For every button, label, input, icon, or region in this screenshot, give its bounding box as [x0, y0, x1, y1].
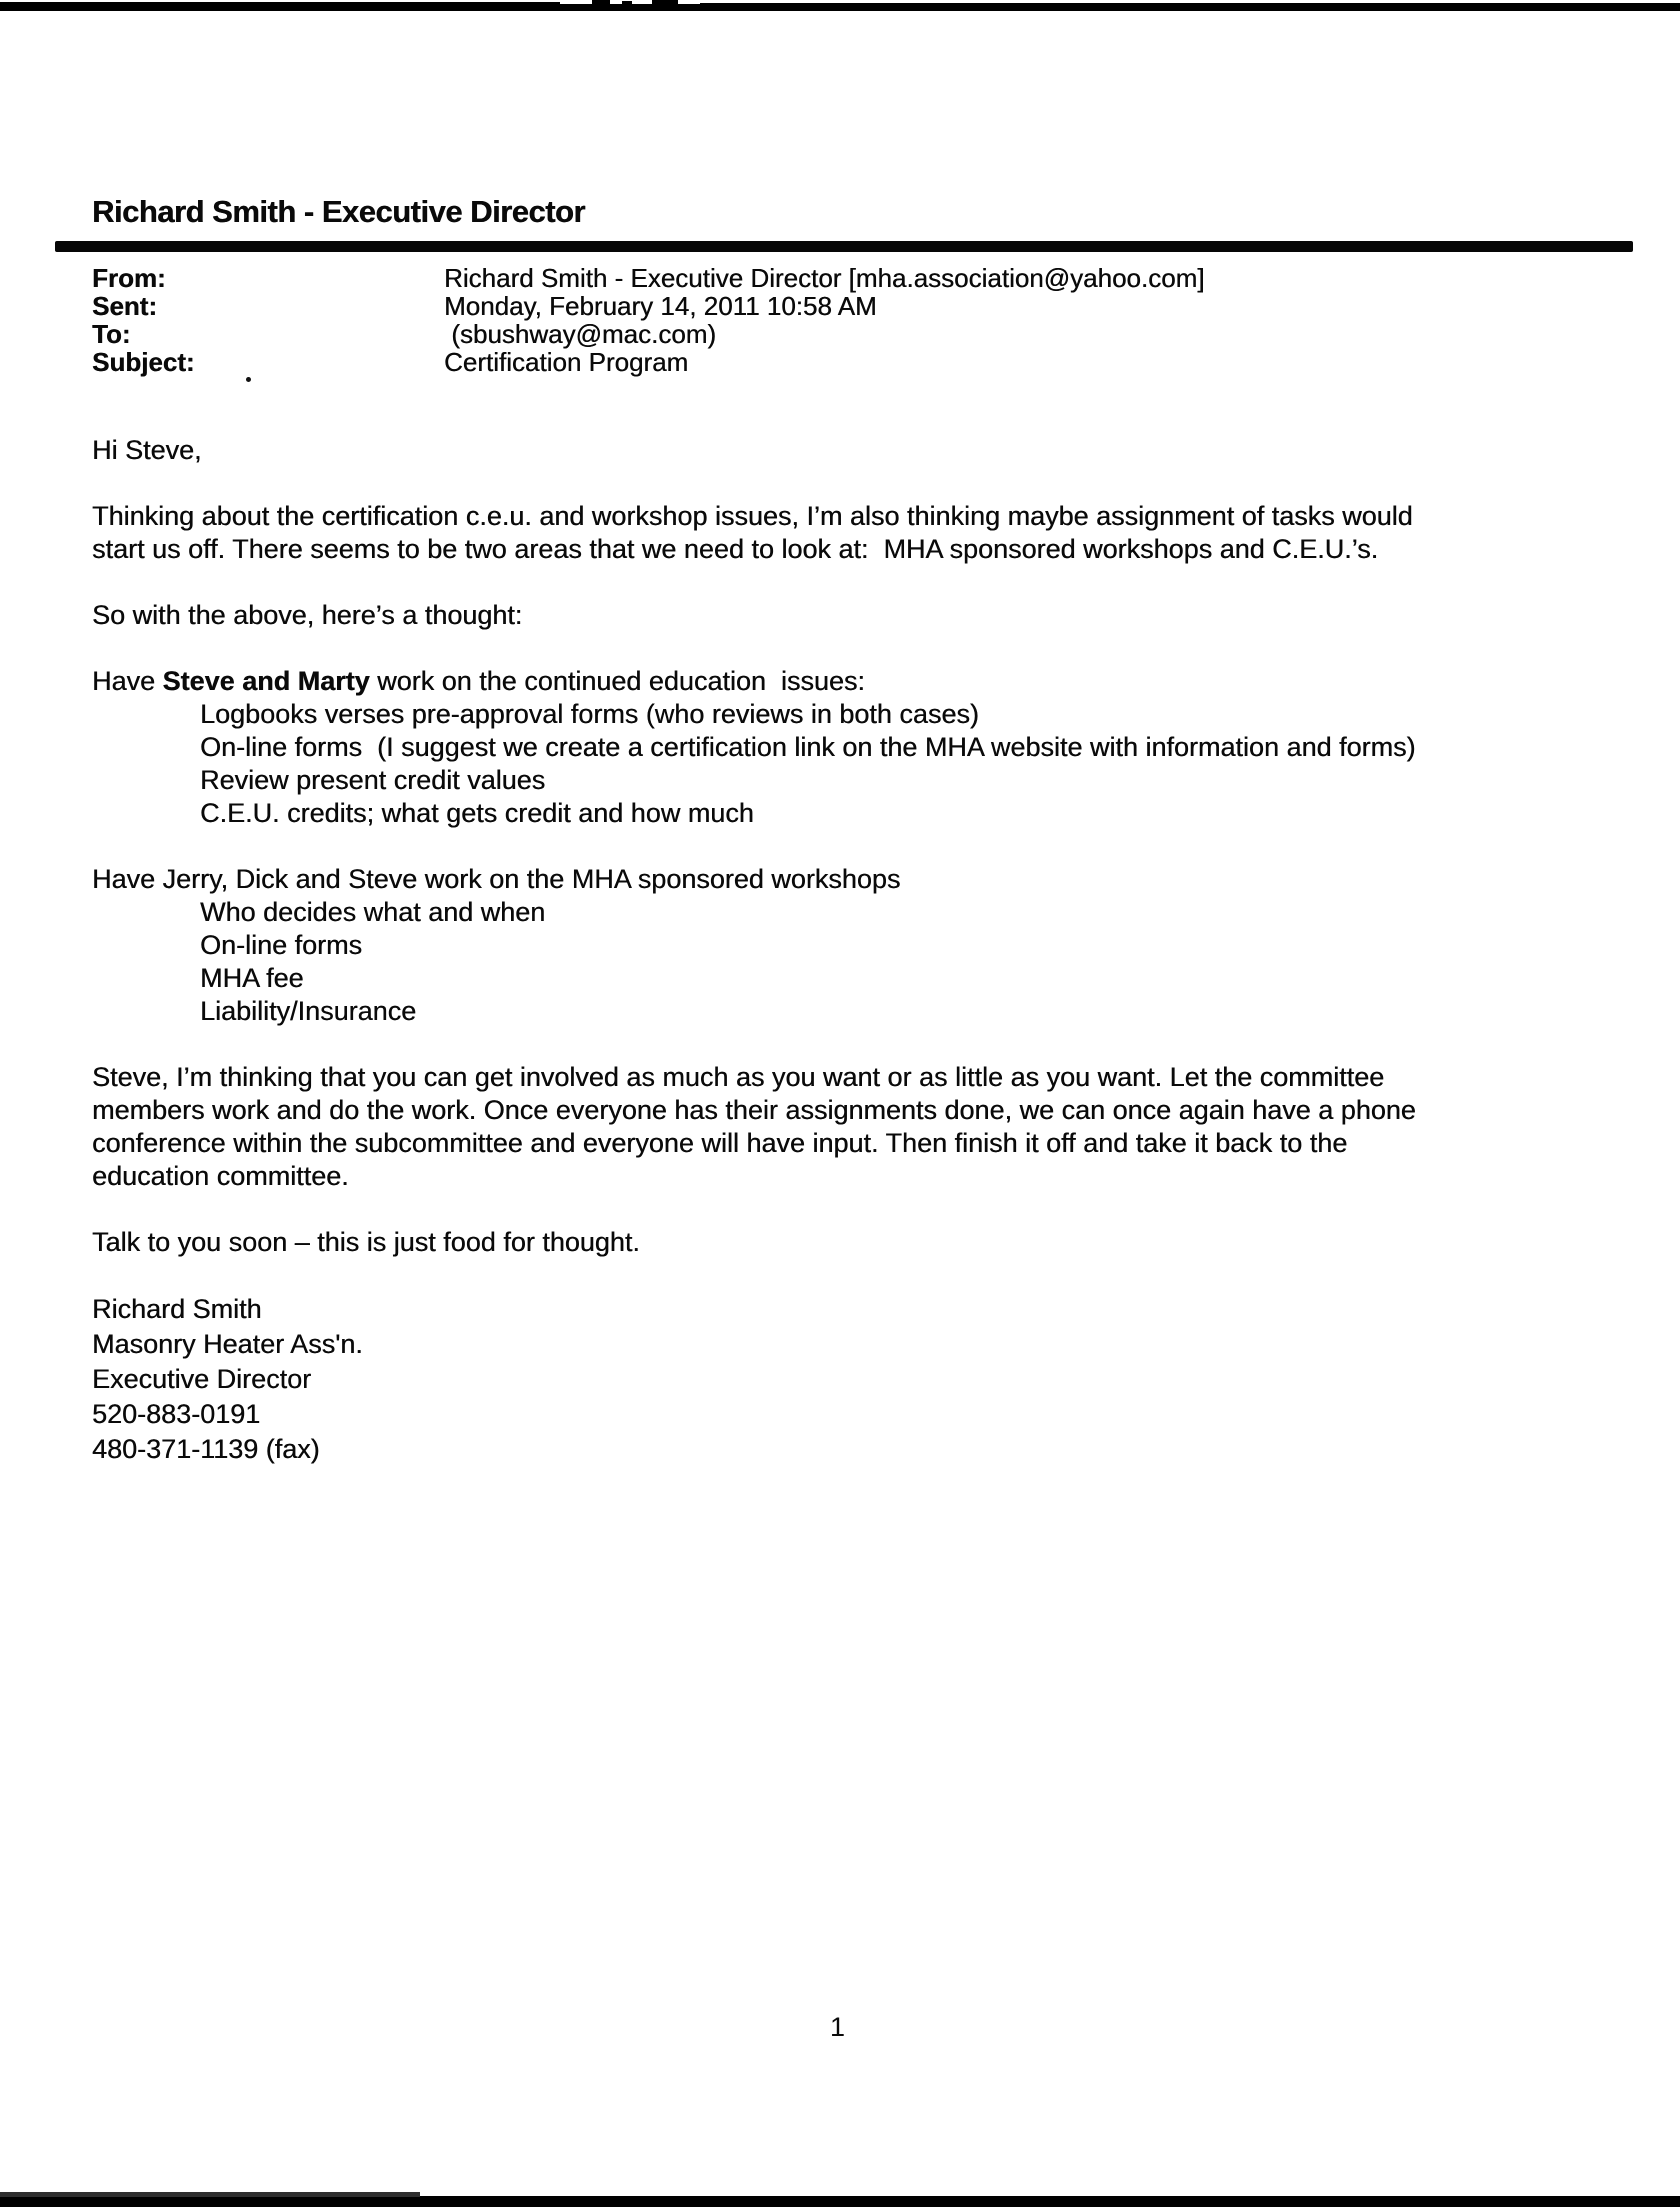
- assignment-continued-education: [92, 665, 1612, 830]
- signature-fax: 480-371-1139 (fax): [92, 1434, 320, 1464]
- list-item: Who decides what and when: [200, 897, 546, 927]
- meta-label-subject: Subject:: [92, 347, 195, 377]
- text-line: start us off. There seems to be two areas that we need to look at: MHA sponsored workshops and C.E.U.’s.: [92, 534, 1379, 564]
- meta-value-sent: Monday, February 14, 2011 10:58 AM: [444, 291, 877, 321]
- email-meta-block: [92, 264, 1204, 376]
- signature-block: [92, 1292, 1612, 1467]
- intro-post: work on the continued education issues:: [369, 666, 865, 696]
- assignment-workshops: [92, 863, 1612, 1028]
- title-rule: [55, 241, 1633, 252]
- scan-artifact-bottom-bar: [0, 2196, 1680, 2207]
- list-item: On-line forms: [200, 930, 363, 960]
- meta-label-from: From:: [92, 263, 166, 293]
- scan-artifact-top-bar-left: [0, 2, 560, 8]
- page-title: Richard Smith - Executive Director: [92, 194, 585, 229]
- text-line: Talk to you soon – this is just food for thought.: [92, 1227, 640, 1257]
- intro-bold-names: Steve and Marty: [162, 666, 370, 696]
- greeting: [92, 434, 1612, 467]
- list-item: On-line forms (I suggest we create a certification link on the MHA website with information and forms): [200, 732, 1416, 762]
- list-item: MHA fee: [200, 963, 304, 993]
- text-line: Thinking about the certification c.e.u. and workshop issues, I’m also thinking maybe assignment of tasks would: [92, 501, 1413, 531]
- paragraph-thought: [92, 599, 1612, 632]
- list-item: Review present credit values: [200, 765, 546, 795]
- list-item: C.E.U. credits; what gets credit and how much: [200, 798, 754, 828]
- text-line: Steve, I’m thinking that you can get involved as much as you want or as little as you want. Let the committee: [92, 1062, 1385, 1092]
- text-line: members work and do the work. Once everyone has their assignments done, we can once again have a phone: [92, 1095, 1416, 1125]
- email-body: [92, 434, 1612, 1467]
- closing-line: [92, 1226, 1612, 1259]
- signature-org: Masonry Heater Ass'n.: [92, 1329, 363, 1359]
- signature-role: Executive Director: [92, 1364, 312, 1394]
- meta-label-to: To:: [92, 319, 131, 349]
- signature-name: Richard Smith: [92, 1294, 262, 1324]
- scan-artifact-top-bar-right: [700, 3, 1680, 11]
- meta-value-to: (sbushway@mac.com): [444, 319, 717, 349]
- scan-artifact-dash: [622, 1, 632, 4]
- text-line: conference within the subcommittee and everyone will have input. Then finish it off and take it back to the: [92, 1128, 1348, 1158]
- paragraph-intro: [92, 500, 1612, 566]
- list-item: Liability/Insurance: [200, 996, 417, 1026]
- signature-phone: 520-883-0191: [92, 1399, 261, 1429]
- page-number: 1: [830, 2012, 846, 2042]
- text-line: So with the above, here’s a thought:: [92, 600, 523, 630]
- scan-artifact-dash: [652, 0, 678, 4]
- scan-artifact-dash: [592, 0, 610, 4]
- text-line: education committee.: [92, 1161, 349, 1191]
- assignment1-intro: [92, 665, 1612, 698]
- text-line: Hi Steve,: [92, 435, 202, 465]
- paragraph-involvement: [92, 1061, 1612, 1193]
- meta-label-sent: Sent:: [92, 291, 157, 321]
- intro-pre: Have: [92, 666, 163, 696]
- meta-value-from: Richard Smith - Executive Director [mha.association@yahoo.com]: [444, 263, 1205, 293]
- meta-value-subject: Certification Program: [444, 347, 689, 377]
- scan-artifact-dot: [246, 377, 251, 382]
- list-item: Logbooks verses pre-approval forms (who reviews in both cases): [200, 699, 979, 729]
- assignment2-intro: Have Jerry, Dick and Steve work on the MHA sponsored workshops: [92, 864, 901, 894]
- scan-artifact-bottom-step: [0, 2192, 420, 2197]
